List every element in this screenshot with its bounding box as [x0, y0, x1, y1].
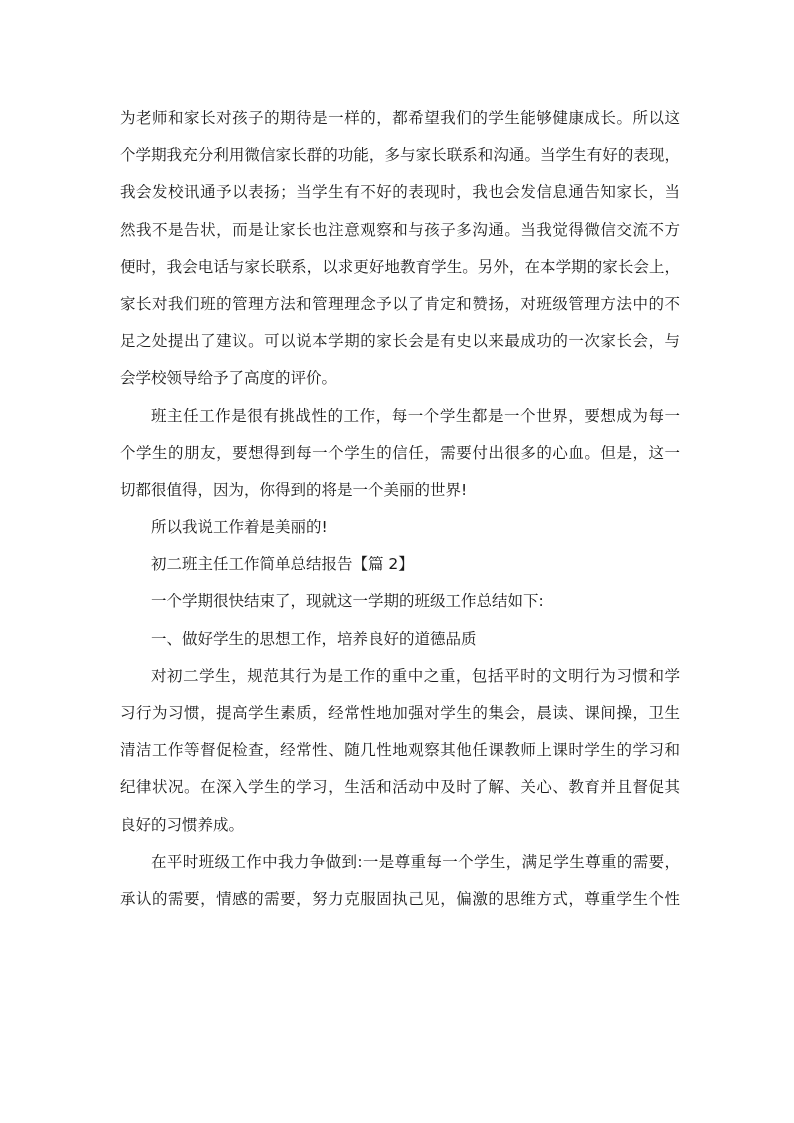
intro-paragraph [120, 583, 680, 620]
text-line: 所以我说工作着是美丽的! [151, 518, 328, 537]
paragraph-3 [120, 509, 680, 546]
text-line: 个学生的朋友，要想得到每一个学生的信任，需要付出很多的心血。但是，这一 [120, 443, 680, 462]
text-line: 切都很值得，因为，你得到的将是一个美丽的世界! [120, 480, 468, 499]
text-line: 便时，我会电话与家长联系，以求更好地教育学生。另外，在本学期的家长会上， [120, 257, 680, 276]
text-line: 承认的需要，情感的需要，努力克服固执己见，偏激的思维方式，尊重学生个性 [120, 889, 680, 908]
text-line: 个学期我充分利用微信家长群的功能，多与家长联系和沟通。当学生有好的表现， [120, 146, 680, 165]
section-heading [120, 546, 680, 583]
text-line: 我会发校讯通予以表扬；当学生有不好的表现时，我也会发信息通告知家长，当 [120, 183, 680, 202]
section-heading-text: 初二班主任工作简单总结报告【篇 2】 [151, 555, 414, 574]
subheading-text: 一、做好学生的思想工作，培养良好的道德品质 [151, 629, 477, 648]
text-line: 纪律状况。在深入学生的学习，生活和活动中及时了解、关心、教育并且督促其 [120, 778, 680, 797]
text-line: 班主任工作是很有挑战性的工作，每一个学生都是一个世界，要想成为每一 [151, 406, 680, 425]
document-body [120, 100, 680, 918]
paragraph-4 [120, 658, 680, 844]
text-line: 足之处提出了建议。可以说本学期的家长会是有史以来最成功的一次家长会，与 [120, 332, 680, 351]
text-line: 一个学期很快结束了，现就这一学期的班级工作总结如下: [151, 592, 544, 611]
text-line: 然我不是告状，而是让家长也注意观察和与孩子多沟通。当我觉得微信交流不方 [120, 220, 680, 239]
subheading-1 [120, 621, 680, 658]
text-line: 良好的习惯养成。 [120, 815, 245, 834]
text-line: 在平时班级工作中我力争做到:一是尊重每一个学生，满足学生尊重的需要， [151, 852, 680, 871]
text-line: 习行为习惯，提高学生素质，经常性地加强对学生的集会，晨读、课间操，卫生 [120, 704, 680, 722]
paragraph-1 [120, 100, 680, 398]
text-line: 会学校领导给予了高度的评价。 [120, 369, 338, 388]
text-line: 清洁工作等督促检查，经常性、随几性地观察其他任课教师上课时学生的学习和 [120, 741, 680, 760]
paragraph-2 [120, 398, 680, 510]
paragraph-5 [120, 844, 680, 918]
text-line: 家长对我们班的管理方法和管理理念予以了肯定和赞扬，对班级管理方法中的不 [120, 294, 680, 313]
text-line: 对初二学生，规范其行为是工作的重中之重，包括平时的文明行为习惯和学 [151, 666, 680, 685]
text-line: 为老师和家长对孩子的期待是一样的，都希望我们的学生能够健康成长。所以这 [120, 109, 680, 127]
